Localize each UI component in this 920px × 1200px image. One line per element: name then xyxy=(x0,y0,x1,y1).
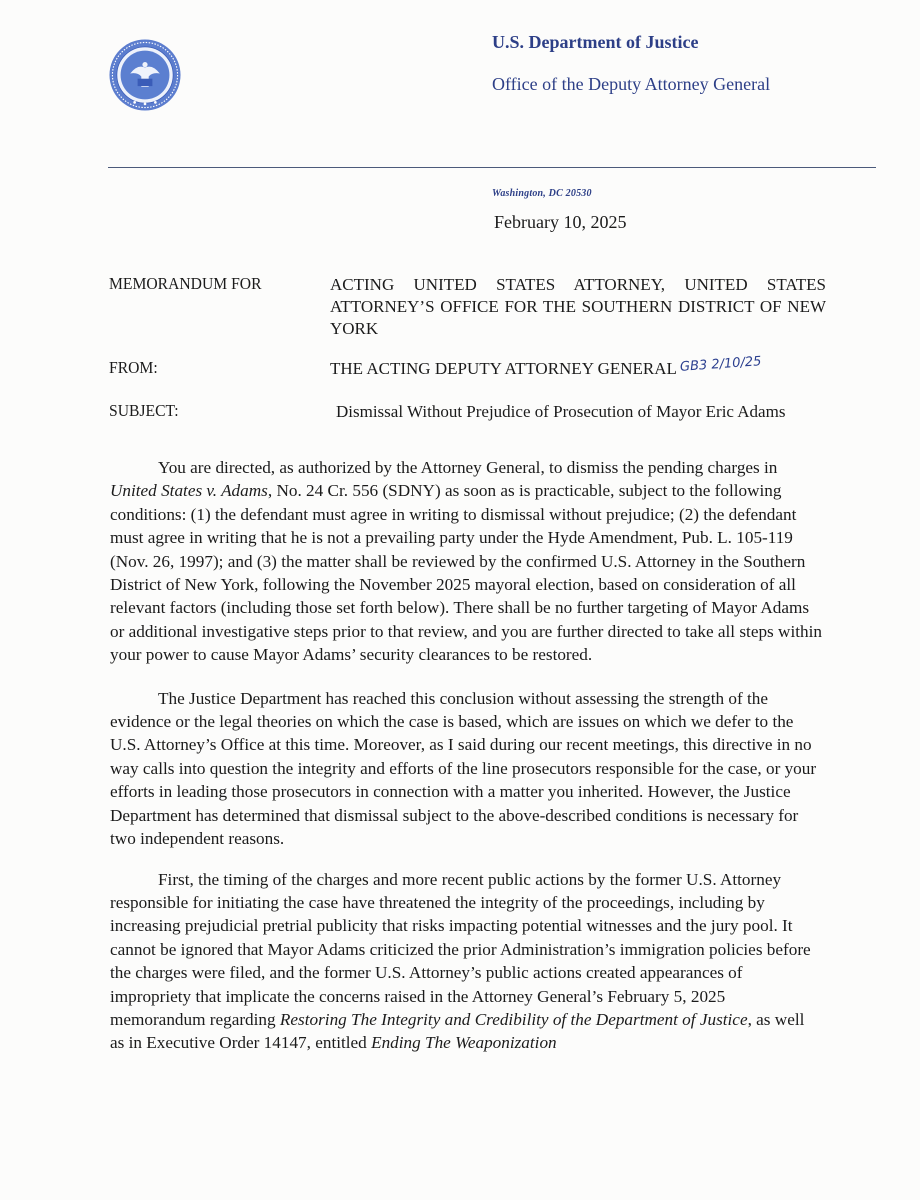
executive-order-title: Ending The Weaponization xyxy=(371,1033,557,1053)
case-name: United States v. Adams xyxy=(110,481,268,501)
to-value: ACTING UNITED STATES ATTORNEY, UNITED STATES ATTORNEY’S OFFICE FOR THE SOUTHERN DISTRICT OF NEW YORK xyxy=(330,275,826,338)
letterhead-divider xyxy=(108,167,876,168)
city-address: Washington, DC 20530 xyxy=(492,188,592,199)
memo-date: February 10, 2025 xyxy=(494,212,627,232)
paragraph-directive: You are directed, as authorized by the Attorney General, to dismiss the pending charges in United States v. Adams, No. 24 Cr. 556 (SDNY) as soon as is practicable, subject to the following conditions: (1) the defendant must agree in writing to dismissal without prejudice; (2) the defendant must agree in writing that he is not a prevailing party under the Hyde Amendment, Pub. L. 105-119 (Nov. 26, 1997); and (3) the matter shall be reviewed by the confirmed U.S. Attorney in the Southern District of New York, following the November 2025 mayoral election, based on consideration of all relevant factors (including those set forth below). There shall be no further targeting of Mayor Adams or additional investigative steps prior to that review, and you are further directed to take all steps within your power to cause Mayor Adams’ security clearances to be restored. xyxy=(110,458,822,665)
paragraph-conclusion: The Justice Department has reached this conclusion without assessing the strength of the evidence or the legal theories on which the case is based, which are issues on which we defer to the U.S. Attorney’s Office at this time. Moreover, as I said during our recent meetings, this directive in no way calls into question the integrity and efforts of the line prosecutors responsible for the case, or your efforts in leading those prosecutors in connection with a matter you inherited. However, the Justice Department has determined that dismissal subject to the above-described conditions is necessary for two independent reasons. xyxy=(110,688,817,849)
from-value: THE ACTING DEPUTY ATTORNEY GENERAL xyxy=(330,359,677,378)
doj-seal-icon xyxy=(108,38,182,112)
paragraph-first-reason: First, the timing of the charges and more recent public actions by the former U.S. Attorney responsible for initiating the case have threatened the integrity of the proceedings, including by increasing prejudicial pretrial publicity that risks impacting potential witnesses and the jury pool. It cannot be ignored that Mayor Adams criticized the prior Administration’s immigration policies before the charges were filed, and the former U.S. Attorney’s public actions created appearances of impropriety that implicate the concerns raised in the Attorney General’s February 5, 2025 memorandum regarding Restoring The Integrity and Credibility of the Department of Justice, as well as in Executive Order 14147, entitled Ending The Weaponization xyxy=(110,869,811,1053)
from-label: FROM: xyxy=(109,358,158,377)
memo-title: Restoring The Integrity and Credibility of the Department of Justice xyxy=(279,1009,748,1029)
to-label: MEMORANDUM FOR xyxy=(109,274,262,293)
handwritten-initials: GB3 2/10/25 xyxy=(679,354,762,375)
office-name: Office of the Deputy Attorney General xyxy=(492,74,771,94)
subject-value: Dismissal Without Prejudice of Prosecution of Mayor Eric Adams xyxy=(336,402,786,421)
from-line xyxy=(330,354,826,382)
agency-name: U.S. Department of Justice xyxy=(492,32,699,52)
memo-body xyxy=(110,456,822,1072)
subject-label: SUBJECT: xyxy=(109,401,179,420)
